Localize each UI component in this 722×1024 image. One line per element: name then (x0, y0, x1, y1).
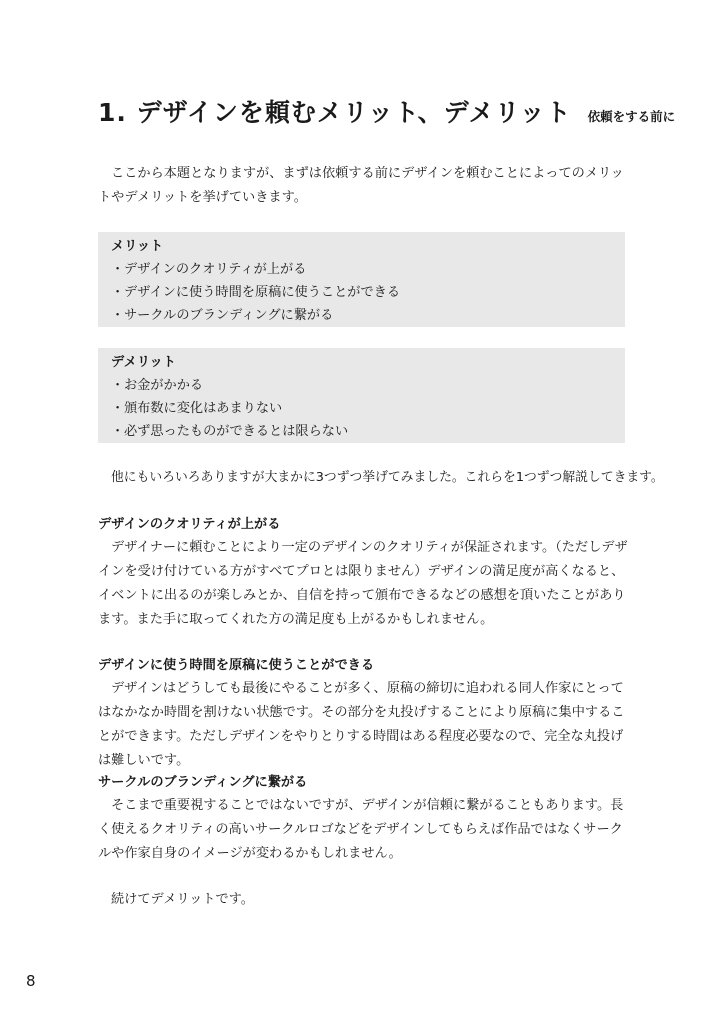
demerit-item: ・必ず思ったものができるとは限らない (111, 424, 349, 439)
demerits-box (98, 348, 625, 443)
section-title-branding: サークルのブランディングに繋がる (98, 775, 308, 790)
demerits-title: デメリット (111, 355, 176, 370)
demerit-item: ・お金がかかる (111, 378, 204, 393)
summary-paragraph: 他にもいろいろありますが大まかに3つずつ挙げてみました。これらを1つずつ解説してきます。 (111, 470, 664, 485)
merits-title: メリット (111, 239, 164, 254)
section-body-time: デザインはどうしても最後にやることが多く、原稿の締切に追われる同人作家にとってはなかなか時間を割けない状態です。その部分を丸投げすることにより原稿に集中することができます。ただしデザインをやりとりする時間はある程度必要なので、完全な丸投げは難しいです。 (98, 681, 625, 768)
merits-box (98, 232, 625, 327)
page-number: 8 (26, 972, 36, 990)
intro-paragraph: ここから本題となりますが、まずは依頼する前にデザインを頼むことによってのメリットやデメリットを挙げていきます。 (98, 166, 624, 205)
demerit-item: ・頒布数に変化はあまりない (111, 401, 283, 416)
chapter-title: 1. デザインを頼むメリット、デメリット (98, 98, 572, 127)
closing-paragraph: 続けてデメリットです。 (111, 892, 254, 907)
merit-item: ・デザインのクオリティが上がる (111, 262, 307, 277)
section-title-time: デザインに使う時間を原稿に使うことができる (98, 658, 375, 673)
section-body-branding: そこまで重要視することではないですが、デザインが信頼に繋がることもあります。長く使えるクオリティの高いサークルロゴなどをデザインしてもらえば作品ではなくサークルや作家自身のイメージが変わるかもしれません。 (98, 798, 624, 861)
section-body-quality: デザイナーに頼むことにより一定のデザインのクオリティが保証されます。（ただしデザインを受け付けている方がすべてプロとは限りません）デザインの満足度が高くなると、イベントに出るのが楽しみとか、自信を持って頒布できるなどの感想を頂いたことがあります。また手に取ってくれた方の満足度も上がるかもしれません。 (98, 540, 628, 627)
merit-item: ・デザインに使う時間を原稿に使うことができる (111, 285, 401, 300)
chapter-subtitle: 依頼をする前に (587, 109, 676, 124)
section-title-quality: デザインのクオリティが上がる (98, 517, 281, 532)
chapter-heading (98, 93, 675, 129)
merit-item: ・サークルのブランディングに繋がる (111, 308, 334, 323)
